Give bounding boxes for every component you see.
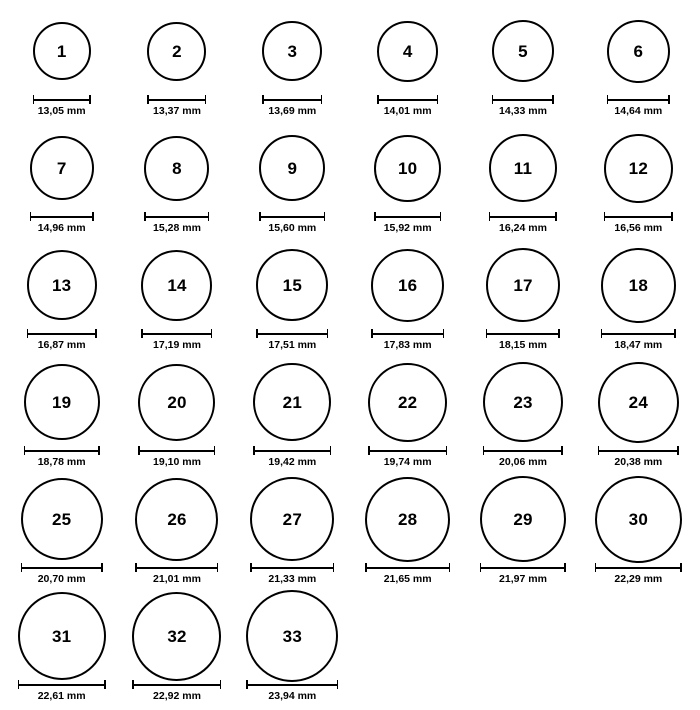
ring-size-cell <box>465 125 580 242</box>
ring-diameter-label: 19,10 mm <box>153 456 201 468</box>
measure-bar <box>377 95 438 104</box>
measure-cap-left <box>601 329 603 338</box>
measure-cap-right <box>101 563 103 572</box>
measure-cap-right <box>330 446 332 455</box>
ring-diameter-label: 21,33 mm <box>268 573 317 585</box>
ring-circle <box>365 477 450 562</box>
measure-line <box>371 333 444 335</box>
ring-size-number: 31 <box>52 626 72 646</box>
measure-bar <box>480 563 566 572</box>
ring-size-number: 9 <box>287 158 298 178</box>
measure-cap-right <box>674 329 676 338</box>
ring-circle-wrap <box>607 8 670 94</box>
ring-size-number: 6 <box>633 41 644 61</box>
ring-size-number: 8 <box>172 158 182 178</box>
ring-diameter-label: 15,28 mm <box>153 222 201 234</box>
ring-size-number: 20 <box>167 392 187 412</box>
ring-size-number: 30 <box>628 509 648 529</box>
measure-cap-left <box>262 95 264 104</box>
ring-diameter-label: 16,24 mm <box>499 222 547 234</box>
measure-bar <box>246 680 338 689</box>
measure-line <box>365 567 450 569</box>
ring-size-number: 11 <box>513 158 533 178</box>
measure-bar <box>601 329 676 338</box>
ring-diameter-label: 13,37 mm <box>153 105 201 117</box>
measure-cap-left <box>147 95 149 104</box>
ring-circle <box>250 477 334 561</box>
ring-size-number: 28 <box>398 509 418 529</box>
ring-diameter-label: 20,70 mm <box>37 573 86 585</box>
ring-circle <box>27 250 97 320</box>
ring-circle-wrap <box>483 359 563 445</box>
measure-line <box>598 450 679 452</box>
ring-diameter-label: 21,65 mm <box>383 573 432 585</box>
ring-diameter-label: 20,06 mm <box>499 456 547 468</box>
ring-diameter-label: 14,64 mm <box>614 105 663 117</box>
ring-circle-wrap <box>18 593 106 679</box>
measure-cap-left <box>33 95 35 104</box>
ring-size-cell <box>465 476 580 593</box>
measure-bar <box>27 329 97 338</box>
measure-cap-left <box>30 212 32 221</box>
ring-size-cell <box>119 125 234 242</box>
ring-circle <box>135 478 218 561</box>
ring-size-number: 24 <box>628 392 648 412</box>
ring-diameter-label: 19,42 mm <box>268 456 317 468</box>
ring-size-cell <box>119 8 234 125</box>
ring-size-number: 3 <box>287 41 298 61</box>
ring-size-grid <box>4 8 696 710</box>
ring-circle <box>138 364 215 441</box>
measure-line <box>18 684 106 686</box>
ring-circle-wrap <box>256 242 328 328</box>
ring-circle-wrap <box>368 359 447 445</box>
ring-circle-wrap <box>374 125 441 211</box>
measure-bar <box>141 329 212 338</box>
ring-size-number: 13 <box>52 275 72 295</box>
ring-circle <box>259 135 325 201</box>
ring-size-cell <box>465 8 580 125</box>
measure-bar <box>486 329 560 338</box>
ring-size-number: 21 <box>282 392 302 412</box>
ring-size-cell <box>235 593 350 710</box>
measure-cap-right <box>443 329 445 338</box>
ring-size-number: 5 <box>518 41 528 61</box>
measure-line <box>27 333 97 335</box>
measure-line <box>138 450 215 452</box>
ring-size-cell <box>4 242 119 359</box>
ring-size-cell <box>119 593 234 710</box>
measure-bar <box>374 212 441 221</box>
measure-cap-left <box>256 329 258 338</box>
measure-cap-left <box>141 329 143 338</box>
ring-size-number: 22 <box>398 392 418 412</box>
ring-size-cell <box>235 125 350 242</box>
ring-circle <box>132 592 221 681</box>
ring-circle <box>33 22 91 80</box>
ring-diameter-label: 17,51 mm <box>268 339 317 351</box>
measure-cap-right <box>104 680 106 689</box>
ring-size-cell <box>4 593 119 710</box>
measure-cap-left <box>371 329 373 338</box>
ring-size-cell <box>4 8 119 125</box>
measure-bar <box>256 329 328 338</box>
ring-circle <box>30 136 94 200</box>
measure-cap-left <box>595 563 597 572</box>
measure-cap-right <box>677 446 679 455</box>
measure-bar <box>368 446 447 455</box>
measure-bar <box>483 446 563 455</box>
ring-circle <box>595 476 682 563</box>
measure-bar <box>33 95 91 104</box>
ring-diameter-label: 18,15 mm <box>499 339 547 351</box>
measure-cap-right <box>333 563 335 572</box>
measure-cap-right <box>208 212 210 221</box>
ring-circle <box>489 134 557 202</box>
measure-line <box>368 450 447 452</box>
measure-bar <box>250 563 334 572</box>
measure-bar <box>371 329 444 338</box>
ring-circle <box>486 248 560 322</box>
ring-diameter-label: 15,60 mm <box>268 222 317 234</box>
ring-circle <box>246 590 338 682</box>
ring-circle <box>604 134 673 203</box>
ring-size-cell <box>235 476 350 593</box>
ring-size-cell <box>119 359 234 476</box>
ring-size-cell <box>4 359 119 476</box>
measure-cap-right <box>337 680 339 689</box>
measure-cap-right <box>552 95 554 104</box>
ring-circle <box>253 363 331 441</box>
ring-size-number: 17 <box>513 275 533 295</box>
measure-cap-left <box>24 446 26 455</box>
ring-circle <box>144 136 209 201</box>
measure-line <box>483 450 563 452</box>
ring-circle-wrap <box>595 476 682 562</box>
measure-cap-left <box>18 680 20 689</box>
ring-circle <box>492 20 554 82</box>
ring-circle <box>21 478 103 560</box>
ring-diameter-label: 22,61 mm <box>37 690 86 702</box>
measure-line <box>246 684 338 686</box>
ring-circle-wrap <box>250 476 334 562</box>
measure-cap-right <box>95 329 97 338</box>
measure-bar <box>604 212 673 221</box>
ring-size-number: 14 <box>167 275 187 295</box>
ring-circle-wrap <box>141 242 212 328</box>
ring-circle-wrap <box>21 476 103 562</box>
ring-size-number: 18 <box>628 275 648 295</box>
ring-circle-wrap <box>30 125 94 211</box>
ring-size-number: 26 <box>167 509 187 529</box>
ring-size-number: 19 <box>52 392 72 412</box>
ring-size-cell <box>119 476 234 593</box>
measure-cap-left <box>135 563 137 572</box>
ring-circle-wrap <box>138 359 215 445</box>
ring-circle <box>483 362 563 442</box>
ring-size-number: 33 <box>282 626 302 646</box>
measure-line <box>604 216 673 218</box>
measure-line <box>607 99 670 101</box>
measure-line <box>486 333 560 335</box>
measure-cap-left <box>483 446 485 455</box>
measure-line <box>253 450 331 452</box>
measure-cap-right <box>98 446 100 455</box>
measure-line <box>256 333 328 335</box>
ring-size-number: 23 <box>513 392 533 412</box>
ring-circle <box>147 22 206 81</box>
measure-bar <box>135 563 218 572</box>
measure-line <box>595 567 682 569</box>
ring-diameter-label: 22,92 mm <box>153 690 201 702</box>
measure-cap-right <box>558 329 560 338</box>
ring-circle-wrap <box>371 242 444 328</box>
measure-cap-left <box>138 446 140 455</box>
measure-line <box>21 567 103 569</box>
measure-bar <box>607 95 670 104</box>
measure-line <box>492 99 554 101</box>
ring-diameter-label: 22,29 mm <box>614 573 663 585</box>
ring-diameter-label: 13,69 mm <box>268 105 317 117</box>
measure-cap-left <box>250 563 252 572</box>
ring-diameter-label: 16,87 mm <box>37 339 86 351</box>
ring-size-cell <box>581 242 696 359</box>
measure-cap-left <box>374 212 376 221</box>
measure-bar <box>489 212 557 221</box>
measure-line <box>30 216 94 218</box>
measure-cap-left <box>259 212 261 221</box>
measure-cap-right <box>327 329 329 338</box>
ring-circle <box>262 21 322 81</box>
ring-diameter-label: 13,05 mm <box>37 105 86 117</box>
measure-cap-left <box>489 212 491 221</box>
ring-diameter-label: 21,01 mm <box>153 573 201 585</box>
measure-cap-right <box>449 563 451 572</box>
ring-circle-wrap <box>147 8 206 94</box>
ring-size-cell <box>465 359 580 476</box>
ring-size-number: 15 <box>282 275 302 295</box>
measure-bar <box>21 563 103 572</box>
measure-cap-right <box>211 329 213 338</box>
measure-cap-left <box>607 95 609 104</box>
measure-cap-right <box>561 446 563 455</box>
ring-circle <box>374 135 441 202</box>
ring-size-number: 1 <box>56 41 67 61</box>
ring-diameter-label: 20,38 mm <box>614 456 663 468</box>
ring-size-cell <box>581 125 696 242</box>
measure-cap-left <box>604 212 606 221</box>
measure-line <box>262 99 322 101</box>
ring-size-number: 27 <box>282 509 302 529</box>
ring-size-cell <box>350 476 465 593</box>
measure-cap-left <box>492 95 494 104</box>
measure-cap-right <box>671 212 673 221</box>
ring-size-number: 32 <box>167 626 187 646</box>
ring-circle-wrap <box>135 476 218 562</box>
ring-circle <box>256 249 328 321</box>
measure-cap-right <box>220 680 222 689</box>
measure-cap-left <box>132 680 134 689</box>
measure-cap-right <box>92 212 94 221</box>
ring-size-cell <box>350 242 465 359</box>
measure-cap-left <box>144 212 146 221</box>
measure-line <box>144 216 209 218</box>
ring-size-number: 25 <box>52 509 72 529</box>
ring-diameter-label: 18,78 mm <box>37 456 86 468</box>
measure-cap-right <box>564 563 566 572</box>
ring-diameter-label: 23,94 mm <box>268 690 317 702</box>
ring-diameter-label: 18,47 mm <box>614 339 663 351</box>
measure-cap-left <box>246 680 248 689</box>
measure-bar <box>30 212 94 221</box>
ring-circle-wrap <box>246 593 338 679</box>
measure-line <box>489 216 557 218</box>
measure-bar <box>138 446 215 455</box>
ring-circle-wrap <box>480 476 566 562</box>
measure-line <box>141 333 212 335</box>
ring-size-number: 16 <box>398 275 418 295</box>
measure-cap-right <box>321 95 323 104</box>
measure-bar <box>259 212 325 221</box>
ring-circle-wrap <box>604 125 673 211</box>
ring-diameter-label: 19,74 mm <box>383 456 432 468</box>
ring-circle <box>377 21 438 82</box>
ring-circle-wrap <box>598 359 679 445</box>
measure-bar <box>598 446 679 455</box>
measure-cap-right <box>680 563 682 572</box>
ring-circle-wrap <box>24 359 100 445</box>
measure-cap-right <box>89 95 91 104</box>
measure-bar <box>595 563 682 572</box>
ring-diameter-label: 15,92 mm <box>383 222 432 234</box>
ring-circle-wrap <box>33 8 91 94</box>
measure-line <box>377 99 438 101</box>
ring-circle-wrap <box>365 476 450 562</box>
ring-size-cell <box>350 359 465 476</box>
ring-circle-wrap <box>601 242 676 328</box>
measure-bar <box>365 563 450 572</box>
measure-cap-left <box>21 563 23 572</box>
measure-line <box>24 450 100 452</box>
ring-circle <box>598 362 679 443</box>
ring-circle-wrap <box>132 593 221 679</box>
measure-cap-left <box>253 446 255 455</box>
ring-diameter-label: 14,96 mm <box>37 222 86 234</box>
measure-bar <box>132 680 221 689</box>
measure-line <box>135 567 218 569</box>
ring-circle-wrap <box>486 242 560 328</box>
measure-cap-right <box>440 212 442 221</box>
ring-diameter-label: 21,97 mm <box>499 573 547 585</box>
ring-size-cell <box>350 125 465 242</box>
measure-bar <box>253 446 331 455</box>
ring-size-number: 10 <box>398 158 418 178</box>
measure-line <box>480 567 566 569</box>
ring-diameter-label: 17,19 mm <box>153 339 201 351</box>
ring-size-cell <box>4 125 119 242</box>
measure-line <box>374 216 441 218</box>
ring-circle-wrap <box>489 125 557 211</box>
ring-circle-wrap <box>259 125 325 211</box>
measure-cap-right <box>437 95 439 104</box>
measure-line <box>33 99 91 101</box>
measure-cap-left <box>368 446 370 455</box>
ring-size-number: 29 <box>513 509 533 529</box>
ring-circle <box>601 248 676 323</box>
ring-circle-wrap <box>253 359 331 445</box>
measure-bar <box>262 95 322 104</box>
measure-cap-right <box>555 212 557 221</box>
ring-diameter-label: 14,33 mm <box>499 105 547 117</box>
ring-size-number: 12 <box>628 158 648 178</box>
measure-cap-right <box>214 446 216 455</box>
ring-circle <box>18 592 106 680</box>
ring-circle <box>24 364 100 440</box>
measure-bar <box>24 446 100 455</box>
ring-circle-wrap <box>27 242 97 328</box>
ring-size-cell <box>235 242 350 359</box>
measure-bar <box>18 680 106 689</box>
measure-bar <box>147 95 206 104</box>
measure-line <box>250 567 334 569</box>
ring-size-cell <box>581 8 696 125</box>
ring-size-cell <box>235 8 350 125</box>
measure-cap-right <box>324 212 326 221</box>
measure-cap-left <box>486 329 488 338</box>
ring-size-number: 7 <box>56 158 67 178</box>
ring-diameter-label: 16,56 mm <box>614 222 663 234</box>
ring-circle-wrap <box>377 8 438 94</box>
ring-circle-wrap <box>262 8 322 94</box>
measure-cap-right <box>446 446 448 455</box>
measure-cap-left <box>365 563 367 572</box>
ring-circle-wrap <box>144 125 209 211</box>
measure-bar <box>144 212 209 221</box>
ring-circle <box>141 250 212 321</box>
ring-size-cell <box>119 242 234 359</box>
ring-size-cell <box>4 476 119 593</box>
ring-circle <box>480 476 566 562</box>
measure-cap-left <box>480 563 482 572</box>
measure-cap-right <box>217 563 219 572</box>
ring-size-cell <box>581 476 696 593</box>
measure-line <box>259 216 325 218</box>
measure-line <box>132 684 221 686</box>
ring-circle <box>371 249 444 322</box>
measure-line <box>147 99 206 101</box>
ring-diameter-label: 17,83 mm <box>383 339 432 351</box>
ring-diameter-label: 14,01 mm <box>383 105 432 117</box>
ring-size-cell <box>235 359 350 476</box>
ring-size-cell <box>350 8 465 125</box>
measure-cap-left <box>598 446 600 455</box>
measure-cap-right <box>668 95 670 104</box>
ring-circle <box>368 363 447 442</box>
ring-size-number: 4 <box>402 41 413 61</box>
ring-circle-wrap <box>492 8 554 94</box>
ring-circle <box>607 20 670 83</box>
measure-cap-left <box>27 329 29 338</box>
ring-size-cell <box>465 242 580 359</box>
ring-size-cell <box>581 359 696 476</box>
ring-size-number: 2 <box>172 41 182 61</box>
measure-bar <box>492 95 554 104</box>
measure-cap-right <box>205 95 207 104</box>
measure-cap-left <box>377 95 379 104</box>
measure-line <box>601 333 676 335</box>
